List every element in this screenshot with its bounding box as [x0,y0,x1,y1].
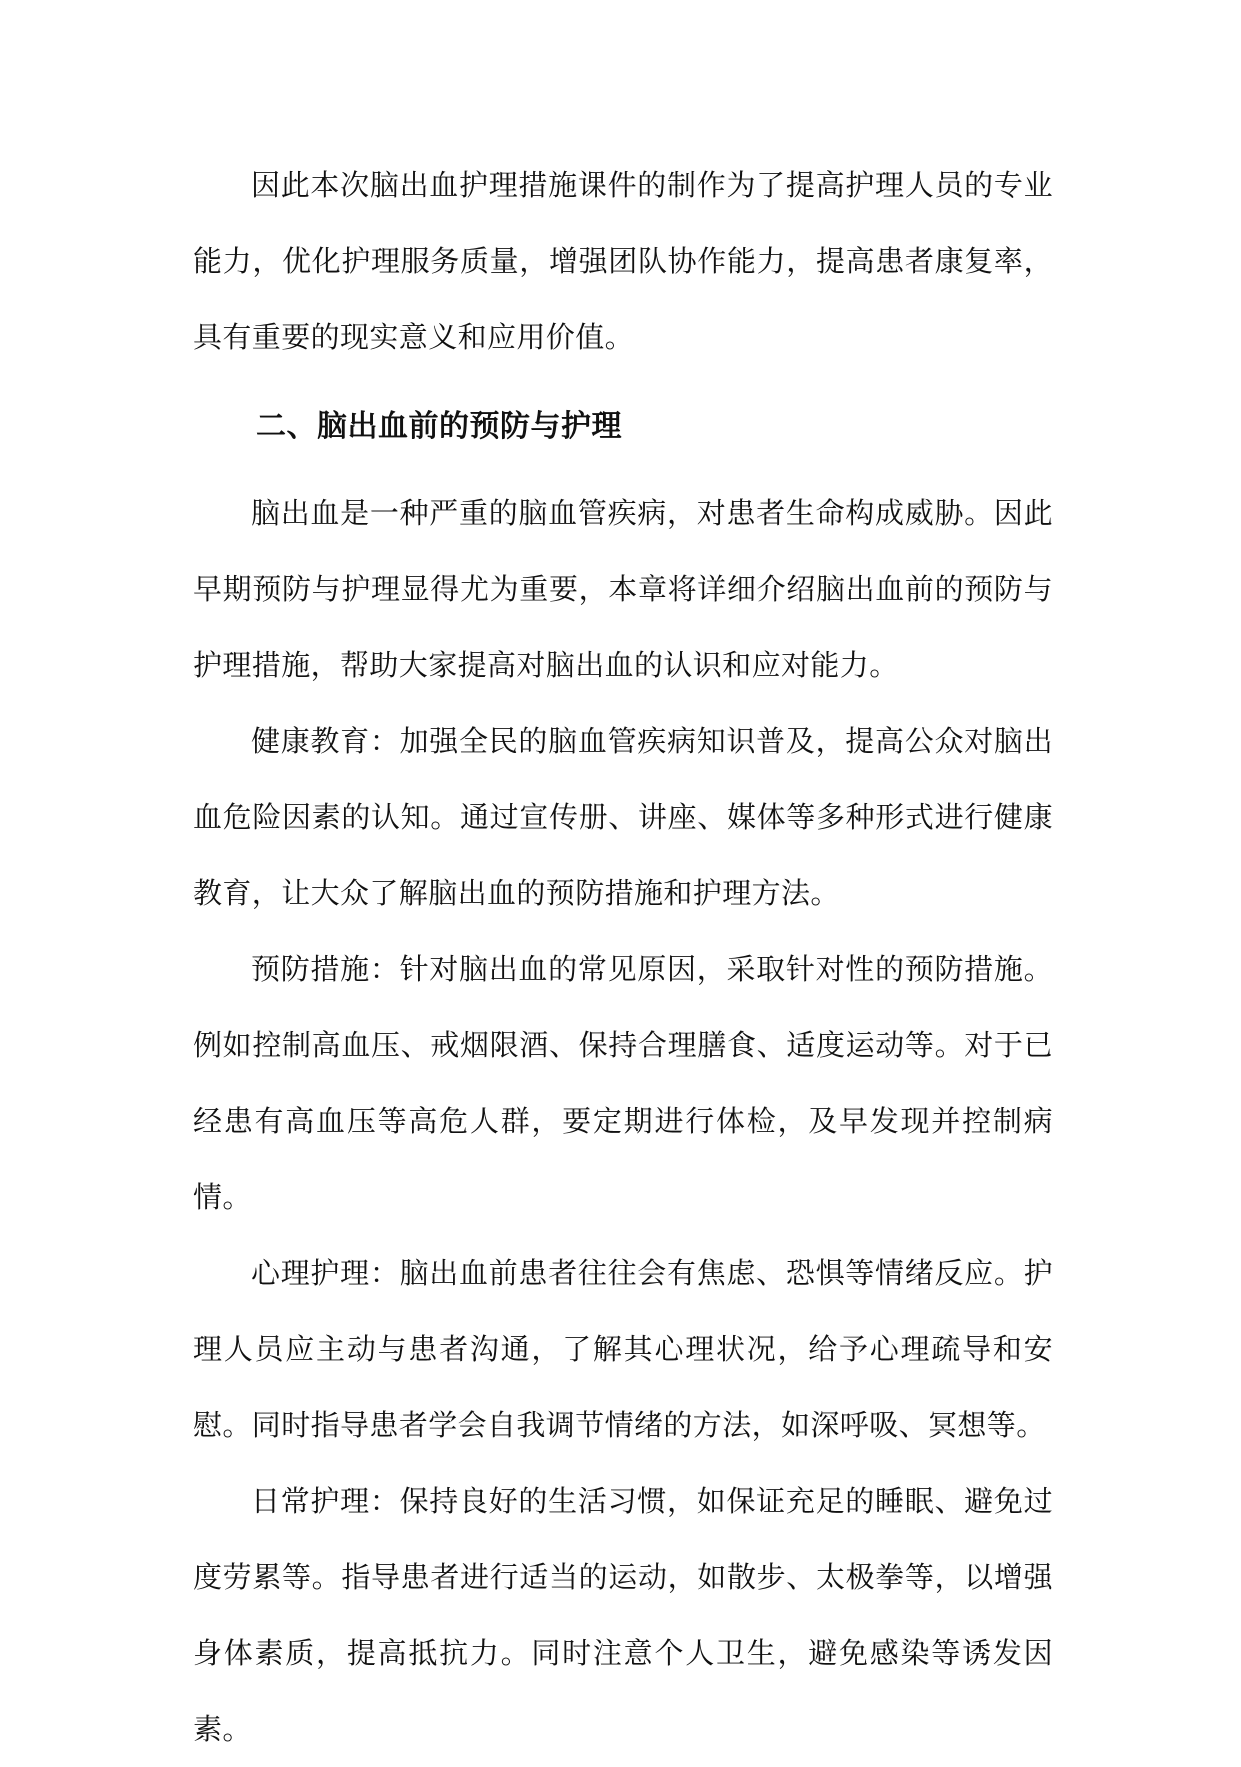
paragraph-psychological-care: 心理护理：脑出血前患者往往会有焦虑、恐惧等情绪反应。护理人员应主动与患者沟通，了解其心理状况，给予心理疏导和安慰。同时指导患者学会自我调节情绪的方法，如深呼吸、冥想等。 [193,1256,1053,1442]
paragraph-prevention-measures: 预防措施：针对脑出血的常见原因，采取针对性的预防措施。例如控制高血压、戒烟限酒、保持合理膳食、适度运动等。对于已经患有高血压等高危人群，要定期进行体检，及早发现并控制病情。 [193,952,1053,1214]
paragraph-overview: 脑出血是一种严重的脑血管疾病，对患者生命构成威胁。因此早期预防与护理显得尤为重要，本章将详细介绍脑出血前的预防与护理措施，帮助大家提高对脑出血的认识和应对能力。 [193,496,1053,682]
intro-paragraph: 因此本次脑出血护理措施课件的制作为了提高护理人员的专业能力，优化护理服务质量，增强团队协作能力，提高患者康复率，具有重要的现实意义和应用价值。 [193,168,1053,354]
section-heading: 二、脑出血前的预防与护理 [256,409,622,444]
paragraph-daily-care: 日常护理：保持良好的生活习惯，如保证充足的睡眠、避免过度劳累等。指导患者进行适当的运动，如散步、太极拳等，以增强身体素质，提高抵抗力。同时注意个人卫生，避免感染等诱发因素。 [193,1484,1053,1746]
paragraph-health-education: 健康教育：加强全民的脑血管疾病知识普及，提高公众对脑出血危险因素的认知。通过宣传册、讲座、媒体等多种形式进行健康教育，让大众了解脑出血的预防措施和护理方法。 [193,724,1053,910]
document-body [193,147,1053,1767]
